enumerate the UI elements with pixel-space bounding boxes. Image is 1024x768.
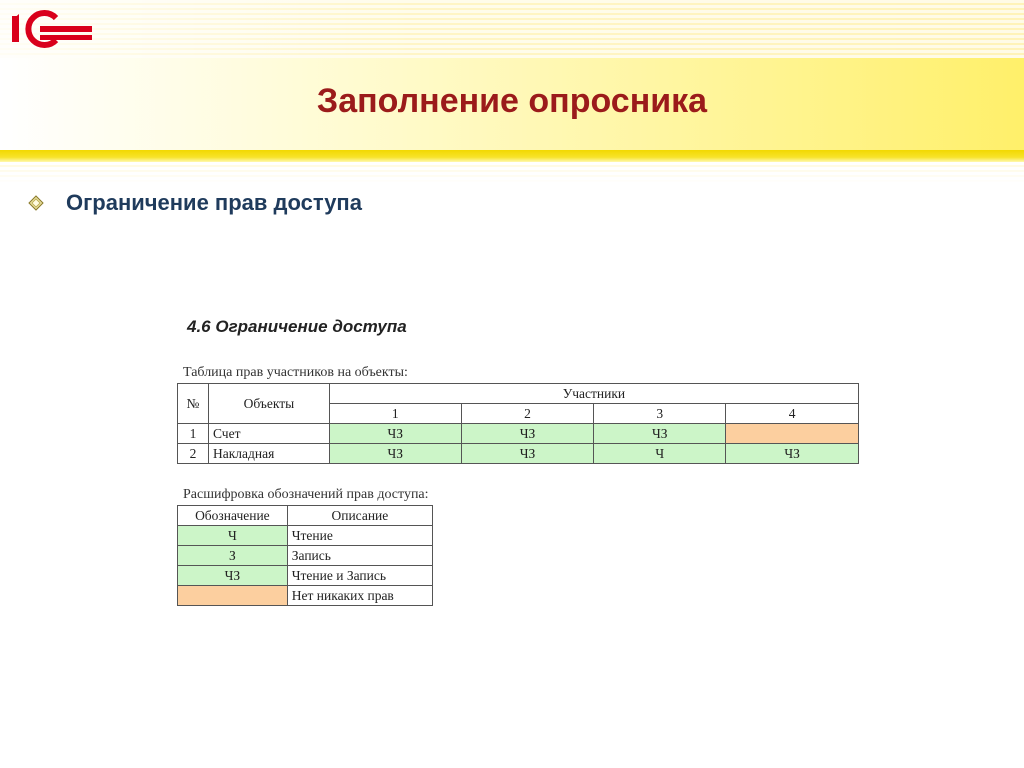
table-row xyxy=(178,586,433,606)
table-row xyxy=(178,384,859,404)
rights-table xyxy=(177,383,859,464)
header-desc: Описание xyxy=(287,506,432,526)
legend-desc: Чтение и Запись xyxy=(287,566,432,586)
table-row xyxy=(178,424,859,444)
rights-cell xyxy=(726,424,859,444)
rights-cell: Ч xyxy=(594,444,726,464)
page-title: Заполнение опросника xyxy=(316,82,708,120)
diamond-bullet-icon xyxy=(28,195,44,211)
legend-code: ЧЗ xyxy=(178,566,288,586)
title-band-edge xyxy=(0,150,1024,162)
row-num: 1 xyxy=(178,424,209,444)
1c-logo xyxy=(10,8,94,50)
rights-cell: ЧЗ xyxy=(461,424,594,444)
bullet-text: Ограничение прав доступа xyxy=(66,190,362,215)
rights-cell: ЧЗ xyxy=(329,424,461,444)
participant-id: 1 xyxy=(329,404,461,424)
header-participants: Участники xyxy=(329,384,858,404)
legend-code: З xyxy=(178,546,288,566)
table-row xyxy=(178,546,433,566)
rights-cell: ЧЗ xyxy=(726,444,859,464)
bullet-item xyxy=(28,188,362,218)
table-row xyxy=(178,526,433,546)
legend-table-caption: Расшифровка обозначений прав доступа: xyxy=(183,487,429,502)
legend-code xyxy=(178,586,288,606)
participant-id: 3 xyxy=(594,404,726,424)
row-object: Счет xyxy=(208,424,329,444)
participant-id: 2 xyxy=(461,404,594,424)
row-object: Накладная xyxy=(208,444,329,464)
legend-desc: Чтение xyxy=(287,526,432,546)
rights-cell: ЧЗ xyxy=(594,424,726,444)
legend-table xyxy=(177,505,433,606)
subheader-stripes xyxy=(0,162,1024,184)
participant-id: 4 xyxy=(726,404,859,424)
legend-desc: Запись xyxy=(287,546,432,566)
table-row xyxy=(178,506,433,526)
legend-code: Ч xyxy=(178,526,288,546)
header-code: Обозначение xyxy=(178,506,288,526)
table-row xyxy=(178,444,859,464)
rights-table-caption: Таблица прав участников на объекты: xyxy=(183,365,408,380)
legend-desc: Нет никаких прав xyxy=(287,586,432,606)
header-num: № xyxy=(178,384,209,424)
rights-cell: ЧЗ xyxy=(329,444,461,464)
row-num: 2 xyxy=(178,444,209,464)
section-heading: 4.6 Ограничение доступа xyxy=(187,317,407,336)
header-stripes xyxy=(0,0,1024,58)
table-row xyxy=(178,566,433,586)
rights-cell: ЧЗ xyxy=(461,444,594,464)
header-objects: Объекты xyxy=(208,384,329,424)
